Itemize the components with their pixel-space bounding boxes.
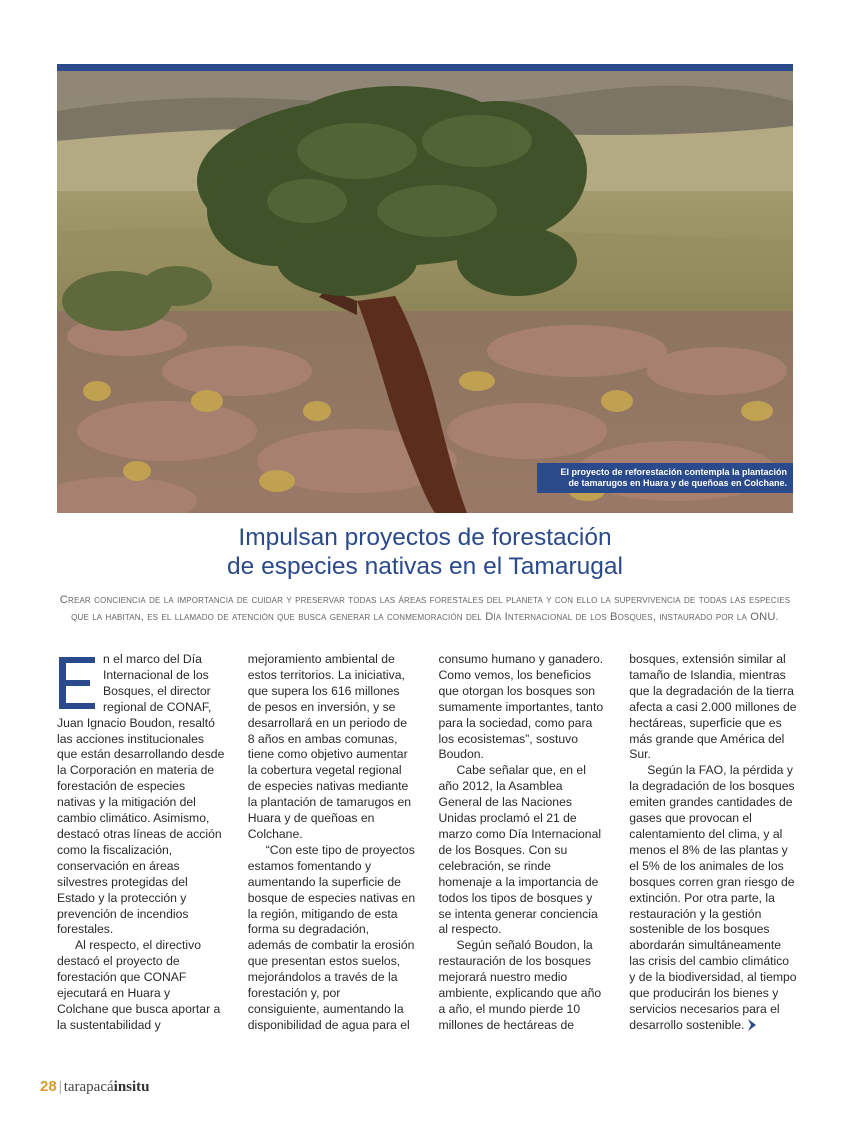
article-paragraph [629, 763, 797, 1033]
article-paragraph: Según señaló Boudon, la restauración de los bosques mejorará nuestro medio ambiente, explicando que año a año, el mundo pierde 10 millones de hectáreas de bosques, extensión similar al tamaño de Islandia, mientras que la degradación de la tierra afecta a casi 2.000 millones de hectáreas, superficie que es más grande que América del Sur. [438, 652, 797, 1032]
photo-caption [537, 463, 793, 493]
drop-cap-e-icon [57, 655, 97, 711]
paragraph-text: Según la FAO, la pérdida y la degradación de los bosques emiten grandes cantidades de gases que provocan el calentamiento del clima, y al menos el 8% de las plantas y el 5% de los animales de los bosques corren gran riesgo de extinción. Por otra parte, la restauración y la gestión sostenible de los bosques abordarán simultáneamente las crisis del cambio climático y de la biodiversidad, al tiempo que producirán los bienes y servicios necesarios para el desarrollo sostenible. [629, 763, 797, 1032]
tree-landscape-illustration [57, 71, 793, 513]
photo-caption-line-1: El proyecto de reforestación contempla la plantación [560, 467, 787, 477]
article-title [57, 523, 793, 581]
footer-separator: | [58, 1079, 62, 1095]
publication-name-b: insitu [113, 1079, 150, 1095]
article-paragraph: Cabe señalar que, en el año 2012, la Asamblea General de las Naciones Unidas proclamó el 21 de marzo como Día Internacional de los Bosques. Con su celebración, se rinde homenaje a la importancia de todos los tipos de bosques y se intenta generar conciencia al respecto. [438, 763, 602, 937]
article-body [57, 652, 797, 1047]
article-paragraph: “Con este tipo de proyectos estamos fomentando y aumentando la superficie de bosque de especies nativas en la región, mitigando de esta forma su degradación, además de combatir la erosión que presentan estos suelos, mejorándolos a través de la forestación y, por consiguiente, aumentando la disponibilidad de agua para el consumo humano y ganadero. Como vemos, los beneficios que otorgan los bosques son sumamente importantes, tanto para la sociedad, como para los ecosistemas”, sostuvo Boudon. [247, 652, 604, 1032]
article-lede: Crear conciencia de la importancia de cuidar y preservar todas las áreas forestales del planeta y con ello la supervivencia de todas las especies que la habitan, es el llamado de atención que busca generar la conmemoración del Día Internacional de los Bosques, instaurado por la ONU. [59, 594, 791, 623]
photo-caption-line-2: de tamarugos en Huara y de queñoas en Colchane. [568, 478, 787, 488]
article-paragraph: Al respecto, el directivo destacó el proyecto de forestación que CONAF ejecutará en Huara y Colchane que busca aportar a la sustentabilidad y mejoramiento ambiental de estos territorios. La iniciativa, que supera los 616 millones de pesos en inversión, y se desarrollará en un periodo de 8 años en ambas comunas, tiene como objetivo aumentar la cobertura vegetal regional de especies nativas mediante la plantación de tamarugos en Huara y de queñoas en Colchane. [57, 652, 412, 1032]
hero-photo [57, 71, 793, 513]
drop-cap [57, 655, 97, 711]
publication-name-a: tarapacá [63, 1079, 114, 1095]
article-paragraph [57, 652, 225, 938]
article-title-line-2: de especies nativas en el Tamarugal [227, 553, 623, 580]
top-rule [57, 64, 793, 71]
end-arrow-icon [746, 1018, 758, 1032]
page-number: 28 [40, 1078, 57, 1095]
article-title-line-1: Impulsan proyectos de forestación [238, 524, 612, 551]
page-footer [40, 1078, 150, 1096]
paragraph-text: n el marco del Día Internacional de los Bosques, el director regional de CONAF, Juan Ignacio Boudon, resaltó las acciones institucionales que están desarrollando desde la Corporación en materia de forestación de especies nativas y la mitigación del cambio climático. Asimismo, destacó otras líneas de acción como la fiscalización, conservación en áreas silvestres protegidas del Estado y la protección y prevención de incendios forestales. [57, 652, 225, 937]
